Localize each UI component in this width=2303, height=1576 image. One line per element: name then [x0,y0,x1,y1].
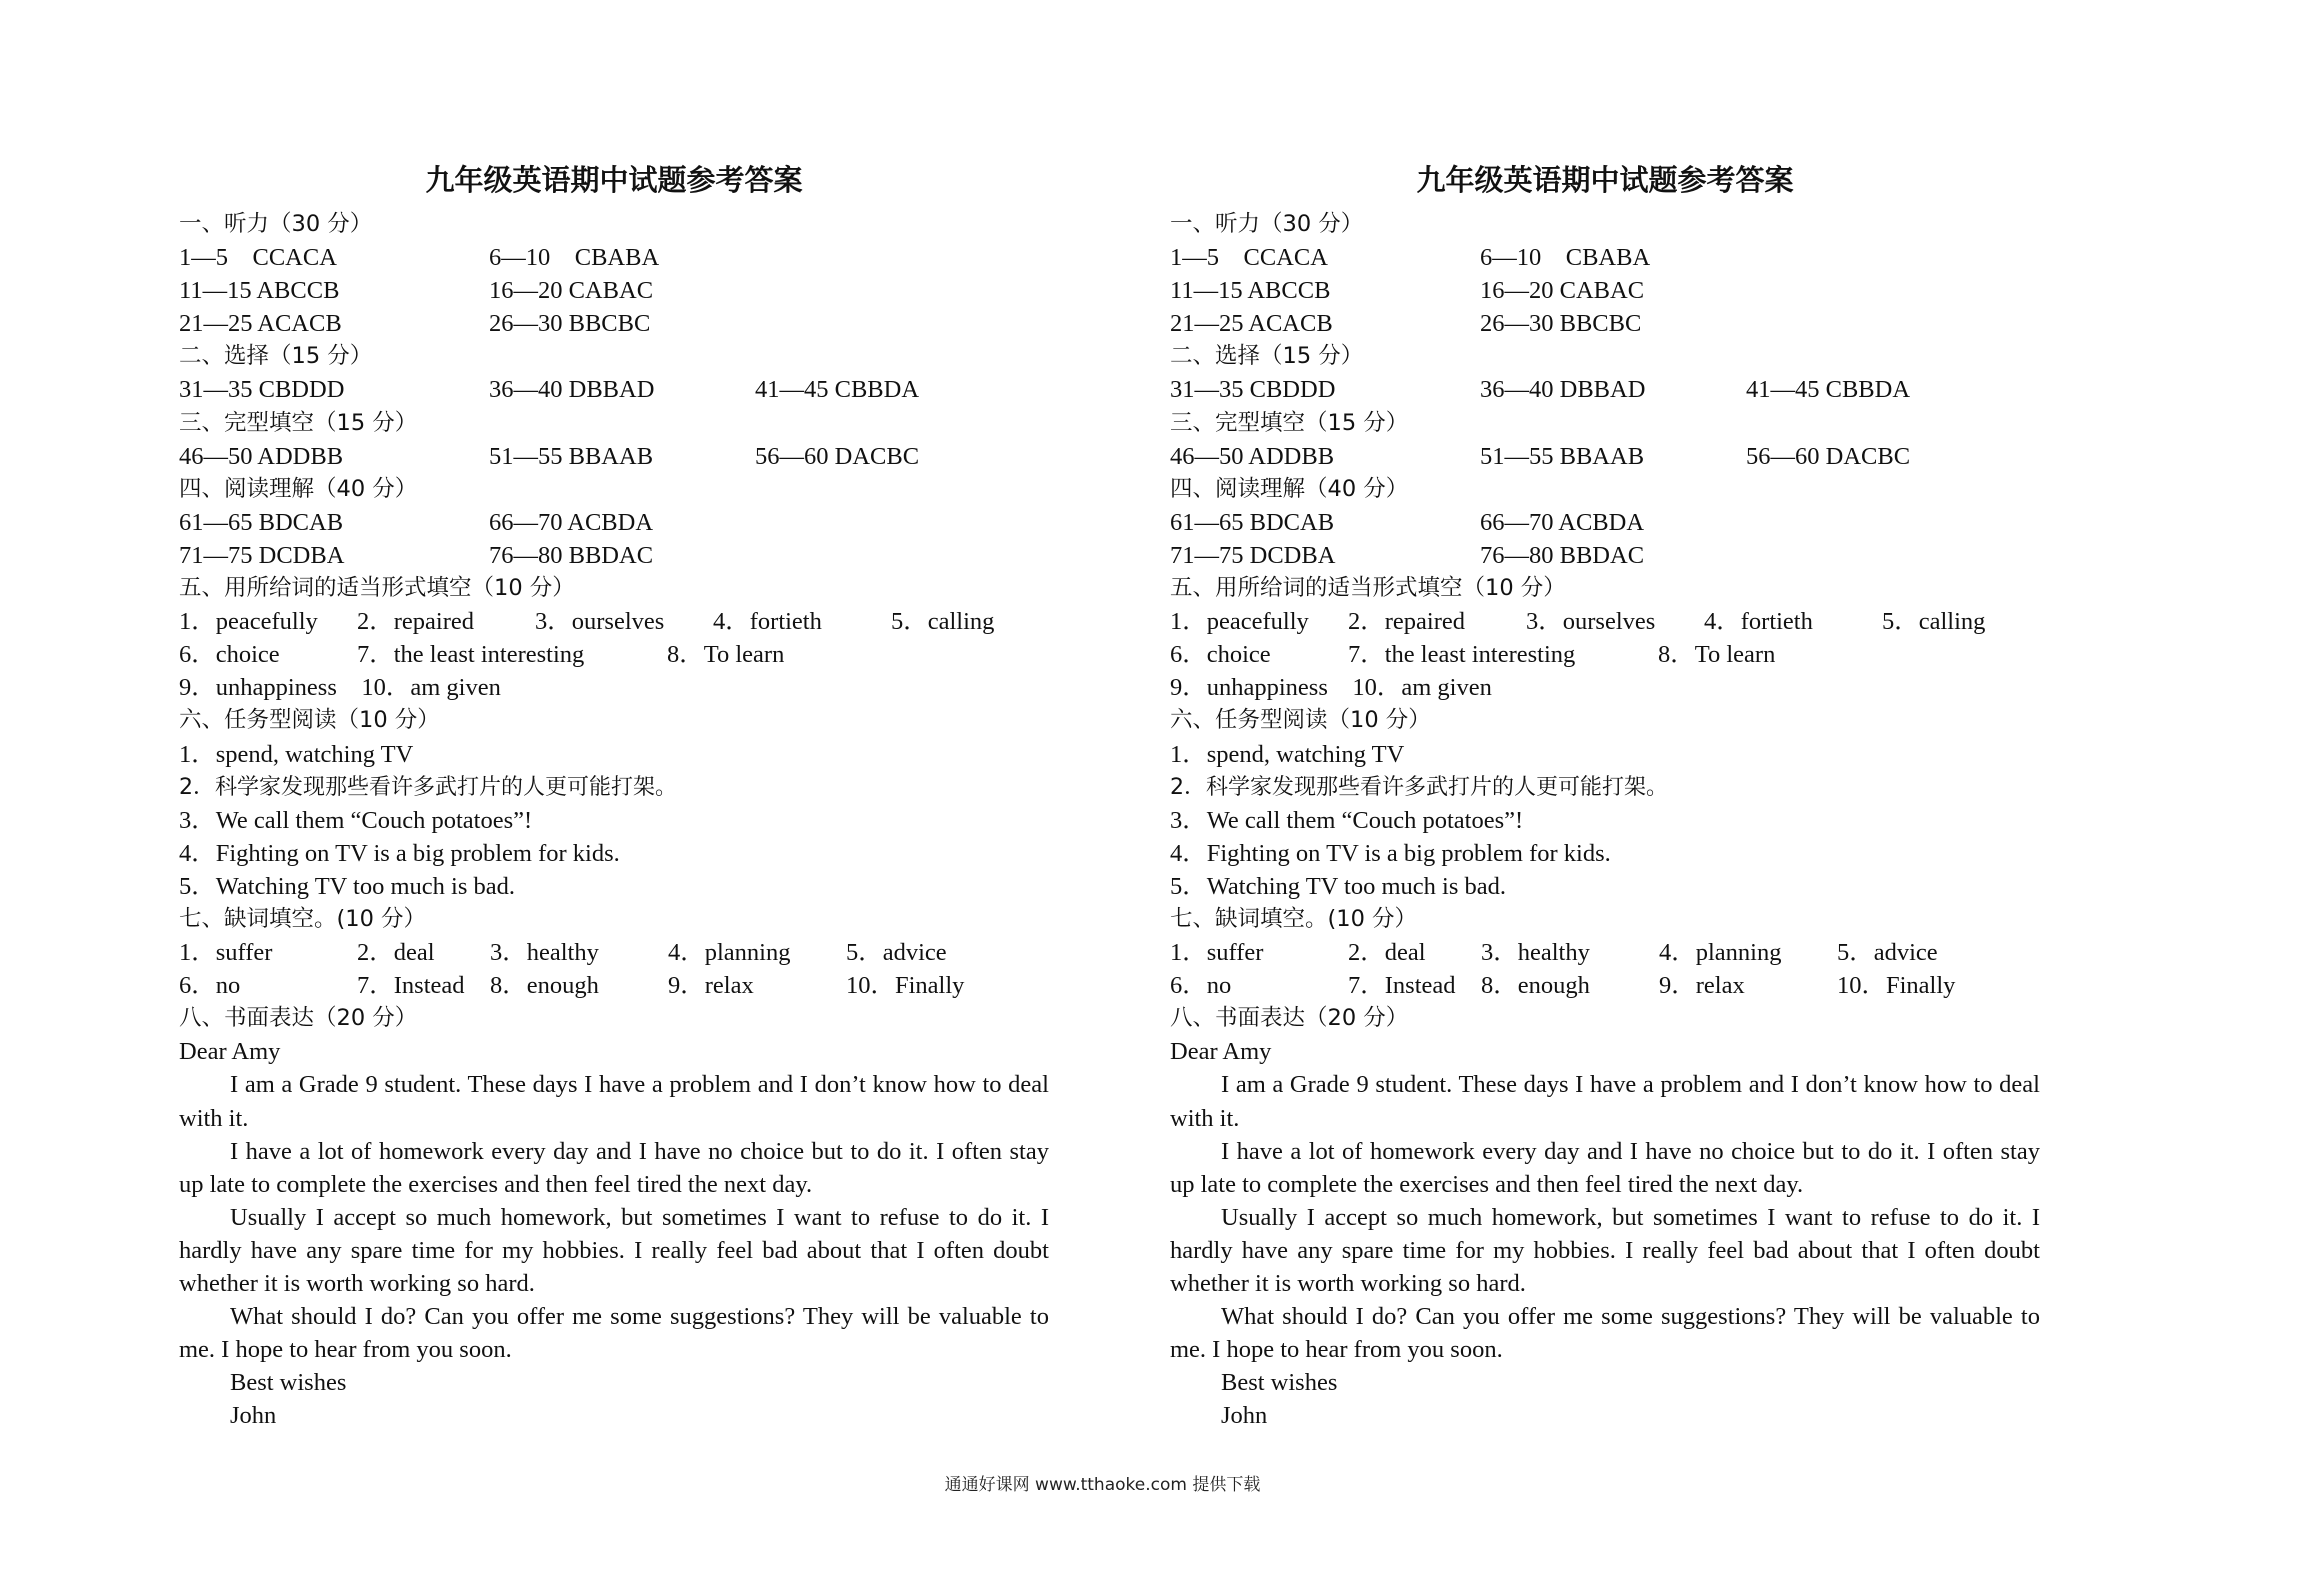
section-writing-heading: 八、书面表达（20 分） [1170,1005,1409,1032]
answer-cell: 2．repaired [357,608,474,636]
section-task-reading-heading: 六、任务型阅读（10 分） [179,707,440,734]
answer-cell: 26—30 BBCBC [489,310,651,338]
answer-row [1170,440,2040,473]
answer-cell: 6．no [1170,972,1232,1000]
answer-cell: 31—35 CBDDD [1170,376,1336,404]
answer-cell: 3．healthy [1481,939,1590,967]
answer-cell: 10．Finally [1837,972,1956,1000]
answer-row [179,440,1049,473]
letter-signature: John [1221,1402,1268,1430]
answer-cell: 56—60 DACBC [755,442,920,470]
task-answer: 5．Watching TV too much is bad. [1170,872,1507,900]
answer-row [1170,539,2040,572]
answer-cell: 4．planning [1659,939,1782,967]
section-cloze-heading: 三、完型填空（15 分） [179,409,418,436]
letter-closing: Best wishes [230,1369,347,1397]
answer-cell: 5．calling [1882,608,1986,636]
answer-cell: 2．deal [357,939,435,967]
answer-cell: 8．To learn [667,641,785,669]
section-word-form-heading: 五、用所给词的适当形式填空（10 分） [1170,575,1566,602]
answer-cell: 1．peacefully [1170,608,1309,636]
task-answer: 1．spend, watching TV [179,740,414,768]
answer-cell: 66—70 ACBDA [1480,508,1645,536]
answer-cell: 26—30 BBCBC [1480,310,1642,338]
page-title: 九年级英语期中试题参考答案 [1416,163,1794,197]
answer-row: 9．unhappiness 10．am given [1170,674,1492,702]
task-answer: 3．We call them “Couch potatoes”! [1170,806,1524,834]
answer-cell: 36—40 DBBAD [489,376,655,404]
answer-cell: 5．advice [846,939,947,967]
task-answer: 2．科学家发现那些看许多武打片的人更可能打架。 [1170,774,1668,800]
answer-cell: 66—70 ACBDA [489,508,654,536]
answer-cell: 1．suffer [179,939,273,967]
letter-paragraph: I have a lot of homework every day and I have no choice but to do it. I often stay up late to complete the exercises and then feel tired the next day. [179,1137,1049,1198]
section-reading-heading: 四、阅读理解（40 分） [179,475,418,502]
answer-cell: 4．fortieth [713,608,822,636]
answer-row [1170,307,2040,340]
task-answer: 1．spend, watching TV [1170,740,1405,768]
answer-cell: 46—50 ADDBB [1170,442,1335,470]
answer-cell: 61—65 BDCAB [1170,508,1335,536]
answer-cell: 5．advice [1837,939,1938,967]
section-choice-heading: 二、选择（15 分） [1170,343,1364,370]
letter-paragraph: Usually I accept so much homework, but sometimes I want to refuse to do it. I hardly have any spare time for my hobbies. I really feel bad about that I often doubt whether it is worth working so hard. [1170,1203,2040,1297]
answer-row [1170,936,2040,969]
answer-cell: 7．the least interesting [357,641,585,669]
letter-paragraph: What should I do? Can you offer me some suggestions? They will be valuable to me. I hope to hear from you soon. [179,1303,1049,1364]
answer-row [179,307,1049,340]
answer-cell: 9．relax [1659,972,1745,1000]
letter-closing: Best wishes [1221,1369,1338,1397]
footer-source-note: 通通好课网 www.tthaoke.com 提供下载 [944,1475,1261,1495]
answer-cell: 6．no [179,972,241,1000]
answer-row [179,539,1049,572]
answer-cell: 21—25 ACACB [179,310,342,338]
answer-cell: 1．suffer [1170,939,1264,967]
letter-paragraph: I have a lot of homework every day and I have no choice but to do it. I often stay up late to complete the exercises and then feel tired the next day. [1170,1137,2040,1198]
answer-cell: 9．relax [668,972,754,1000]
letter-greeting: Dear Amy [1170,1038,1272,1066]
answer-cell: 8．enough [1481,972,1590,1000]
answer-cell: 6—10 CBABA [1480,244,1651,272]
section-missing-words-heading: 七、缺词填空。(10 分） [179,905,427,932]
answer-row [1170,373,2040,406]
section-cloze-heading: 三、完型填空（15 分） [1170,409,1409,436]
answer-row [1170,638,2040,671]
answer-cell: 3．ourselves [535,608,665,636]
answer-cell: 1—5 CCACA [1170,244,1328,272]
answer-row [1170,969,2040,1002]
answer-cell: 71—75 DCDBA [179,541,345,569]
letter-paragraph: Usually I accept so much homework, but sometimes I want to refuse to do it. I hardly have any spare time for my hobbies. I really feel bad about that I often doubt whether it is worth working so hard. [179,1203,1049,1297]
answer-cell: 3．ourselves [1526,608,1656,636]
letter-signature: John [230,1402,277,1430]
answer-cell: 4．fortieth [1704,608,1813,636]
page-title: 九年级英语期中试题参考答案 [425,163,803,197]
answer-cell: 31—35 CBDDD [179,376,345,404]
answer-cell: 76—80 BBDAC [1480,541,1645,569]
answer-cell: 41—45 CBBDA [755,376,920,404]
answer-row [179,638,1049,671]
answer-cell: 8．enough [490,972,599,1000]
answer-cell: 10．Finally [846,972,965,1000]
answer-row: 9．unhappiness 10．am given [179,674,501,702]
answer-cell: 8．To learn [1658,641,1776,669]
answer-row [179,969,1049,1002]
answer-cell: 36—40 DBBAD [1480,376,1646,404]
section-choice-heading: 二、选择（15 分） [179,343,373,370]
section-word-form-heading: 五、用所给词的适当形式填空（10 分） [179,575,575,602]
answer-cell: 2．deal [1348,939,1426,967]
letter-paragraph: What should I do? Can you offer me some suggestions? They will be valuable to me. I hope to hear from you soon. [1170,1303,2040,1364]
section-listening-heading: 一、听力（30 分） [179,211,373,237]
answer-cell: 6．choice [179,641,280,669]
section-listening-heading: 一、听力（30 分） [1170,211,1364,237]
answer-cell: 2．repaired [1348,608,1465,636]
answer-cell: 41—45 CBBDA [1746,376,1911,404]
answer-cell: 76—80 BBDAC [489,541,654,569]
task-answer: 4．Fighting on TV is a big problem for kids. [179,839,620,867]
answer-cell: 7．the least interesting [1348,641,1576,669]
answer-cell: 1．peacefully [179,608,318,636]
section-reading-heading: 四、阅读理解（40 分） [1170,475,1409,502]
answer-cell: 71—75 DCDBA [1170,541,1336,569]
answer-row [1170,274,2040,307]
answer-row [179,241,1049,274]
answer-sheet-right [1170,160,2040,1432]
letter-greeting: Dear Amy [179,1038,281,1066]
section-missing-words-heading: 七、缺词填空。(10 分） [1170,905,1418,932]
answer-cell: 51—55 BBAAB [489,442,654,470]
answer-cell: 7．Instead [1348,972,1456,1000]
section-task-reading-heading: 六、任务型阅读（10 分） [1170,707,1431,734]
answer-cell: 21—25 ACACB [1170,310,1333,338]
letter-paragraph: I am a Grade 9 student. These days I have a problem and I don’t know how to deal with it. [179,1071,1049,1132]
answer-cell: 6．choice [1170,641,1271,669]
answer-cell: 3．healthy [490,939,599,967]
answer-row [179,506,1049,539]
answer-cell: 16—20 CABAC [489,277,654,305]
answer-cell: 11—15 ABCCB [1170,277,1331,305]
task-answer: 4．Fighting on TV is a big problem for kids. [1170,839,1611,867]
answer-cell: 51—55 BBAAB [1480,442,1645,470]
answer-cell: 16—20 CABAC [1480,277,1645,305]
answer-cell: 1—5 CCACA [179,244,337,272]
answer-row [1170,241,2040,274]
answer-row [179,274,1049,307]
task-answer: 5．Watching TV too much is bad. [179,872,516,900]
answer-cell: 61—65 BDCAB [179,508,344,536]
section-writing-heading: 八、书面表达（20 分） [179,1005,418,1032]
answer-cell: 7．Instead [357,972,465,1000]
answer-row [179,605,1049,638]
task-answer: 3．We call them “Couch potatoes”! [179,806,533,834]
answer-row [1170,506,2040,539]
letter-paragraph: I am a Grade 9 student. These days I have a problem and I don’t know how to deal with it. [1170,1071,2040,1132]
answer-row [179,936,1049,969]
answer-cell: 6—10 CBABA [489,244,660,272]
answer-cell: 5．calling [891,608,995,636]
answer-cell: 46—50 ADDBB [179,442,344,470]
answer-row [1170,605,2040,638]
answer-sheet-left [179,160,1049,1432]
answer-row [179,373,1049,406]
answer-cell: 56—60 DACBC [1746,442,1911,470]
task-answer: 2．科学家发现那些看许多武打片的人更可能打架。 [179,774,677,800]
answer-cell: 4．planning [668,939,791,967]
answer-cell: 11—15 ABCCB [179,277,340,305]
